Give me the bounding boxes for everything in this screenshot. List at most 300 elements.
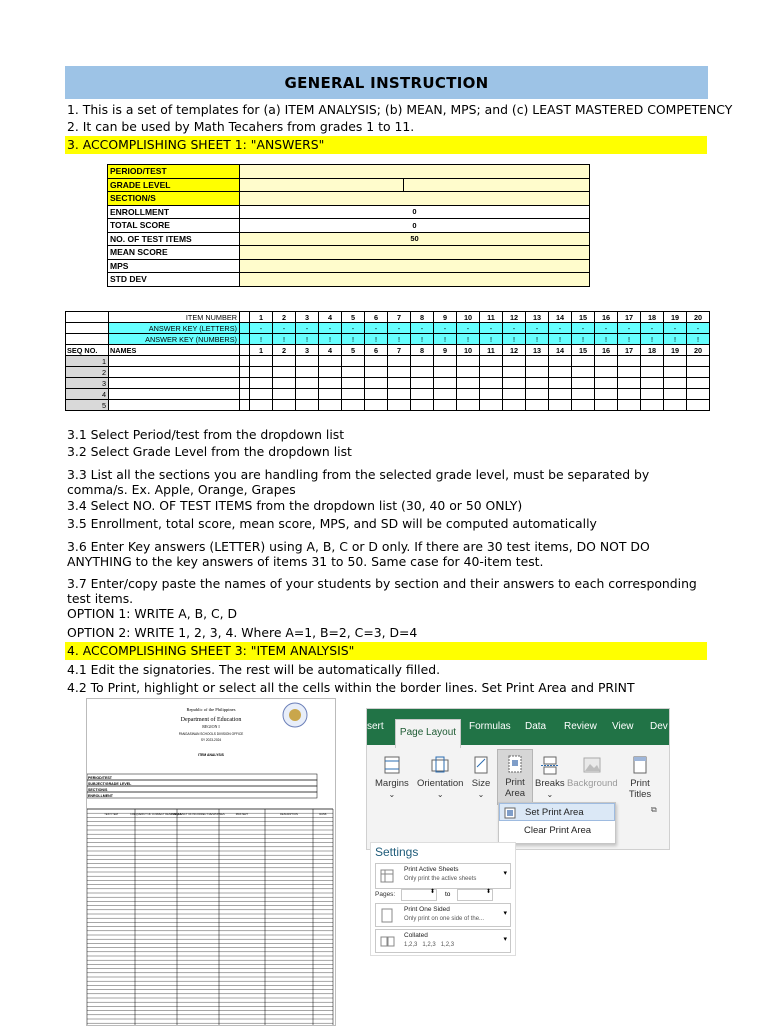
step-3-6: 3.6 Enter Key answers (LETTER) using A, B, C or D only. If there are 30 test items, DO NOT DO ANYTHING to the key answers of items 31 to 50. Same case for 40-item test. [67, 539, 650, 569]
student-answer-cell[interactable] [388, 400, 411, 411]
answer-number-cell: ! [641, 334, 664, 345]
background-label: Background [567, 778, 618, 789]
student-answer-cell[interactable] [434, 378, 457, 389]
student-name-cell[interactable] [109, 367, 240, 378]
student-answer-cell[interactable] [664, 389, 687, 400]
item-number-cell: 18 [641, 312, 664, 323]
answer-number-cell: ! [664, 334, 687, 345]
orientation-label: Orientation [417, 778, 464, 789]
grid-spacer-cell [240, 334, 250, 345]
collated-select[interactable] [375, 929, 511, 953]
student-answer-cell[interactable] [572, 389, 595, 400]
student-answer-cell[interactable] [388, 367, 411, 378]
grid-spacer-cell [240, 400, 250, 411]
std-dev-cell [240, 273, 590, 287]
opt2-sub: Only print on one side of the... [404, 916, 485, 922]
student-answer-cell[interactable] [457, 378, 480, 389]
intro-line-1: 1. This is a set of templates for (a) ITEM ANALYSIS; (b) MEAN, MPS; and (c) LEAST MASTERED COMPETENCY [67, 102, 733, 117]
thumb-col-header: MASTERY [235, 813, 249, 816]
summary-label: PERIOD/TEST [108, 165, 240, 179]
thumb-col-header: FREQUENCY OF INCORRECT RESPONSES [171, 813, 225, 816]
item-number-row [66, 312, 710, 323]
answer-letter-cell[interactable]: - [388, 323, 411, 334]
answer-number-cell: ! [411, 334, 434, 345]
thumb-info-row [87, 774, 317, 780]
summary-label: SECTION/S [108, 192, 240, 206]
grade-level-cell[interactable] [240, 178, 590, 192]
seq-no-cell: 4 [66, 389, 109, 400]
student-answer-cell[interactable] [388, 389, 411, 400]
student-answer-cell[interactable] [434, 356, 457, 367]
answer-key-letters-row [66, 323, 710, 334]
student-answer-cell[interactable] [572, 400, 595, 411]
spinner-icon: ⬍ [429, 889, 435, 895]
student-answer-cell[interactable] [572, 378, 595, 389]
grid-header-row [66, 345, 710, 356]
chevron-down-icon: ⌄ [546, 790, 554, 799]
student-answer-cell[interactable] [365, 356, 388, 367]
step-3-7: 3.7 Enter/copy paste the names of your students by section and their answers to each corresponding test items. [67, 576, 697, 606]
student-answer-cell[interactable] [411, 367, 434, 378]
student-answer-cell[interactable] [388, 356, 411, 367]
answer-letter-cell[interactable]: - [365, 323, 388, 334]
answer-letter-cell[interactable]: - [296, 323, 319, 334]
set-print-area-item[interactable] [499, 803, 615, 821]
answer-number-cell: ! [319, 334, 342, 345]
print-one-sided-select[interactable] [375, 903, 511, 927]
grid-spacer-cell [240, 312, 250, 323]
thumb-info-label: SUBJECT/GRADE LEVEL [88, 782, 132, 786]
item-analysis-sheet-image [87, 699, 335, 1025]
grid-corner-cell [66, 323, 109, 334]
student-name-cell[interactable] [109, 400, 240, 411]
answer-letter-cell[interactable]: - [687, 323, 710, 334]
student-answer-cell[interactable] [365, 378, 388, 389]
item-number-cell: 15 [572, 312, 595, 323]
student-answer-cell[interactable] [503, 389, 526, 400]
step-3-5: 3.5 Enrollment, total score, mean score, MPS, and SD will be computed automatically [67, 516, 597, 531]
option-1: OPTION 1: WRITE A, B, C, D [67, 606, 238, 621]
student-answer-cell[interactable] [250, 356, 273, 367]
student-answer-cell[interactable] [572, 356, 595, 367]
student-answer-cell[interactable] [411, 389, 434, 400]
student-answer-cell[interactable] [687, 367, 710, 378]
student-answer-cell[interactable] [595, 356, 618, 367]
student-answer-cell[interactable] [296, 400, 319, 411]
student-answer-cell[interactable] [342, 367, 365, 378]
tab-view[interactable]: View [612, 721, 634, 732]
student-answer-cell[interactable] [342, 378, 365, 389]
student-answer-cell[interactable] [434, 400, 457, 411]
size-button[interactable] [471, 755, 491, 800]
step-3-2: 3.2 Select Grade Level from the dropdown list [67, 444, 352, 459]
dropdown-arrow-icon: ▾ [503, 870, 507, 877]
student-row [66, 367, 710, 378]
answer-letter-cell[interactable]: - [526, 323, 549, 334]
student-answer-cell[interactable] [273, 389, 296, 400]
student-answer-cell[interactable] [503, 367, 526, 378]
thumb-col-header: FREQUENCY OF CORRECT RESPONSES [130, 813, 182, 816]
answer-number-cell: ! [503, 334, 526, 345]
student-answer-cell[interactable] [273, 378, 296, 389]
student-answer-cell[interactable] [618, 389, 641, 400]
page-title-text: GENERAL INSTRUCTION [284, 73, 489, 92]
one-sided-icon [379, 908, 395, 924]
enrollment-cell: 0 [240, 205, 590, 219]
breaks-icon [540, 755, 560, 775]
student-answer-cell[interactable] [595, 367, 618, 378]
print-active-sheets-select[interactable] [375, 863, 511, 889]
student-answer-cell[interactable] [641, 400, 664, 411]
student-answer-cell[interactable] [618, 356, 641, 367]
total-score-cell: 0 [240, 219, 590, 233]
student-answer-cell[interactable] [664, 400, 687, 411]
answer-letter-cell[interactable]: - [434, 323, 457, 334]
item-number-cell: 19 [664, 312, 687, 323]
student-answer-cell[interactable] [250, 367, 273, 378]
answer-letter-cell[interactable]: - [480, 323, 503, 334]
spinner-icon: ⬍ [485, 889, 491, 895]
item-header-cell: 12 [503, 345, 526, 356]
student-answer-cell[interactable] [641, 356, 664, 367]
student-answer-cell[interactable] [526, 389, 549, 400]
student-answer-cell[interactable] [595, 400, 618, 411]
breaks-button[interactable] [535, 755, 565, 800]
student-answer-cell[interactable] [595, 378, 618, 389]
summary-label: NO. OF TEST ITEMS [108, 232, 240, 246]
student-answer-cell[interactable] [319, 367, 342, 378]
student-answer-cell[interactable] [595, 389, 618, 400]
student-answer-cell[interactable] [273, 400, 296, 411]
student-name-cell[interactable] [109, 389, 240, 400]
tab-formulas[interactable]: Formulas [469, 721, 511, 732]
summary-label: STD DEV [108, 273, 240, 287]
student-answer-cell[interactable] [365, 389, 388, 400]
student-answer-cell[interactable] [411, 400, 434, 411]
student-answer-cell[interactable] [319, 356, 342, 367]
grid-spacer-cell [240, 356, 250, 367]
item-number-cell: 12 [503, 312, 526, 323]
item-header-cell: 18 [641, 345, 664, 356]
student-answer-cell[interactable] [687, 356, 710, 367]
student-row [66, 356, 710, 367]
answer-number-cell: ! [595, 334, 618, 345]
thumb-sy: SY 2023-2024 [200, 738, 222, 742]
answer-letter-cell[interactable]: - [273, 323, 296, 334]
student-answer-cell[interactable] [618, 378, 641, 389]
student-answer-cell[interactable] [618, 367, 641, 378]
thumb-info-label: SECTION/S [88, 788, 108, 792]
sheets-icon [379, 868, 395, 884]
student-answer-cell[interactable] [549, 400, 572, 411]
student-answer-cell[interactable] [664, 356, 687, 367]
student-answer-cell[interactable] [319, 389, 342, 400]
pages-from-input[interactable] [401, 889, 437, 901]
mps-cell [240, 259, 590, 273]
grid-spacer-cell [240, 367, 250, 378]
student-answer-cell[interactable] [273, 367, 296, 378]
page-title [65, 66, 708, 99]
answer-letter-cell[interactable]: - [641, 323, 664, 334]
student-answer-cell[interactable] [434, 389, 457, 400]
student-answer-cell[interactable] [457, 356, 480, 367]
item-analysis-thumbnail [86, 698, 336, 1026]
tab-insert[interactable]: sert [367, 721, 384, 732]
seq-no-cell: 1 [66, 356, 109, 367]
summary-label: MEAN SCORE [108, 246, 240, 260]
item-number-cell: 1 [250, 312, 273, 323]
answer-letter-cell[interactable]: - [250, 323, 273, 334]
student-answer-cell[interactable] [526, 378, 549, 389]
item-header-cell: 8 [411, 345, 434, 356]
tab-review[interactable]: Review [564, 721, 597, 732]
item-header-cell: 14 [549, 345, 572, 356]
margins-button[interactable] [375, 755, 409, 800]
answer-number-cell: ! [250, 334, 273, 345]
thumb-republic: Republic of the Philippines [186, 707, 236, 712]
print-settings-panel [370, 842, 516, 956]
answer-letter-cell[interactable]: - [503, 323, 526, 334]
student-answer-cell[interactable] [503, 400, 526, 411]
item-number-cell: 6 [365, 312, 388, 323]
summary-label: TOTAL SCORE [108, 219, 240, 233]
answer-letter-cell[interactable]: - [595, 323, 618, 334]
answer-number-cell: ! [572, 334, 595, 345]
student-answer-cell[interactable] [480, 356, 503, 367]
grid-corner-cell [66, 312, 109, 323]
grid-spacer-cell [240, 378, 250, 389]
set-print-area-label: Set Print Area [525, 807, 584, 818]
item-header-cell: 1 [250, 345, 273, 356]
background-icon [582, 755, 602, 775]
item-header-cell: 7 [388, 345, 411, 356]
print-area-icon [505, 754, 525, 774]
student-name-cell[interactable] [109, 356, 240, 367]
background-button[interactable] [567, 755, 618, 789]
thumb-doc-title: ITEM ANALYSIS [198, 753, 224, 757]
print-area-menu [498, 802, 616, 844]
orientation-button[interactable] [417, 755, 463, 800]
dropdown-arrow-icon: ▾ [503, 936, 507, 943]
student-answer-cell[interactable] [296, 356, 319, 367]
student-answer-cell[interactable] [480, 389, 503, 400]
student-answer-cell[interactable] [549, 378, 572, 389]
thumb-col-header: RANK [319, 813, 327, 816]
test-items-cell[interactable]: 50 [240, 232, 590, 246]
student-answer-cell[interactable] [480, 378, 503, 389]
item-header-cell: 16 [595, 345, 618, 356]
student-answer-cell[interactable] [457, 367, 480, 378]
student-answer-cell[interactable] [319, 378, 342, 389]
item-number-cell: 14 [549, 312, 572, 323]
intro-line-2: 2. It can be used by Math Tecahers from grades 1 to 11. [67, 119, 415, 134]
student-answer-cell[interactable] [687, 400, 710, 411]
tab-page-layout[interactable]: Page Layout [395, 719, 461, 748]
item-header-cell: 20 [687, 345, 710, 356]
names-header: NAMES [109, 345, 240, 356]
student-answer-cell[interactable] [411, 378, 434, 389]
summary-label: MPS [108, 259, 240, 273]
student-row [66, 389, 710, 400]
answer-number-cell: ! [480, 334, 503, 345]
print-area-button[interactable] [497, 749, 533, 805]
item-header-cell: 4 [319, 345, 342, 356]
print-titles-button[interactable] [625, 755, 655, 800]
student-answer-cell[interactable] [526, 400, 549, 411]
student-answer-cell[interactable] [641, 389, 664, 400]
answer-letter-cell[interactable]: - [549, 323, 572, 334]
student-answer-cell[interactable] [549, 356, 572, 367]
student-answer-cell[interactable] [503, 378, 526, 389]
item-number-cell: 7 [388, 312, 411, 323]
margins-icon [382, 755, 402, 775]
item-number-label: ITEM NUMBER [109, 312, 240, 323]
grid-corner-cell [66, 334, 109, 345]
student-answer-cell[interactable] [457, 400, 480, 411]
student-answer-cell[interactable] [296, 378, 319, 389]
item-header-cell: 9 [434, 345, 457, 356]
student-answer-cell[interactable] [273, 356, 296, 367]
item-number-cell: 20 [687, 312, 710, 323]
student-answer-cell[interactable] [388, 378, 411, 389]
answer-number-cell: ! [618, 334, 641, 345]
answer-number-cell: ! [457, 334, 480, 345]
student-answer-cell[interactable] [641, 378, 664, 389]
chevron-down-icon: ⌄ [436, 790, 444, 799]
item-header-cell: 2 [273, 345, 296, 356]
student-answer-cell[interactable] [434, 367, 457, 378]
student-answer-cell[interactable] [549, 367, 572, 378]
set-print-area-icon [504, 807, 516, 819]
answer-number-cell: ! [388, 334, 411, 345]
thumb-division: PANGASINAN SCHOOLS DIVISION OFFICE [178, 732, 244, 736]
collated-icon [379, 934, 395, 950]
answer-letter-cell[interactable]: - [411, 323, 434, 334]
student-answer-cell[interactable] [526, 356, 549, 367]
item-number-cell: 16 [595, 312, 618, 323]
step-3-4: 3.4 Select NO. OF TEST ITEMS from the dropdown list (30, 40 or 50 ONLY) [67, 498, 523, 513]
clear-print-area-item[interactable]: Clear Print Area [524, 825, 592, 836]
student-answer-cell[interactable] [319, 400, 342, 411]
item-number-cell: 10 [457, 312, 480, 323]
student-answer-cell[interactable] [549, 389, 572, 400]
thumb-dept: Department of Education [180, 717, 242, 723]
dropdown-arrow-icon: ▾ [503, 910, 507, 917]
student-answer-cell[interactable] [526, 367, 549, 378]
thumb-info-row [87, 792, 317, 798]
student-answer-cell[interactable] [572, 367, 595, 378]
student-answer-cell[interactable] [687, 389, 710, 400]
print-area-label: Print Area [504, 777, 526, 799]
opt3-main: Collated [404, 932, 428, 939]
answer-letter-cell[interactable]: - [572, 323, 595, 334]
tab-developer[interactable]: Dev [650, 721, 668, 732]
pages-to-input[interactable] [457, 889, 493, 901]
item-number-cell: 13 [526, 312, 549, 323]
answer-letter-cell[interactable]: - [319, 323, 342, 334]
student-answer-cell[interactable] [480, 400, 503, 411]
student-answer-cell[interactable] [618, 400, 641, 411]
grid-spacer-cell [240, 323, 250, 334]
student-answer-cell[interactable] [687, 378, 710, 389]
size-label: Size [471, 778, 491, 789]
step-4-2: 4.2 To Print, highlight or select all the cells within the border lines. Set Print Area and PRINT [67, 680, 635, 695]
item-header-cell: 13 [526, 345, 549, 356]
mean-score-cell [240, 246, 590, 260]
seal-center [289, 709, 301, 721]
summary-table [107, 164, 590, 287]
step-3-3: 3.3 List all the sections you are handling from the selected grade level, must be separated by comma/s. Ex. Apple, Orange, Grapes [67, 467, 650, 497]
student-answer-cell[interactable] [641, 367, 664, 378]
student-answer-cell[interactable] [365, 400, 388, 411]
period-test-cell[interactable] [240, 165, 590, 179]
student-row [66, 378, 710, 389]
chevron-down-icon: ⌄ [388, 790, 396, 799]
student-answer-cell[interactable] [250, 400, 273, 411]
student-answer-cell[interactable] [411, 356, 434, 367]
student-answer-cell[interactable] [296, 367, 319, 378]
thumb-col-header: DESCRIPTION [280, 813, 298, 816]
answer-number-cell: ! [549, 334, 572, 345]
student-answer-cell[interactable] [457, 389, 480, 400]
student-answer-cell[interactable] [480, 367, 503, 378]
student-name-cell[interactable] [109, 378, 240, 389]
size-icon [471, 755, 491, 775]
item-number-cell: 5 [342, 312, 365, 323]
print-titles-icon [630, 755, 650, 775]
student-answer-cell[interactable] [365, 367, 388, 378]
thumb-col-header: TEST ITEM [104, 813, 118, 816]
sections-cell[interactable] [240, 192, 590, 206]
student-answer-cell[interactable] [250, 389, 273, 400]
student-answer-cell[interactable] [664, 378, 687, 389]
grade-level-value[interactable] [240, 179, 404, 192]
grid-spacer-cell [240, 389, 250, 400]
student-answer-cell[interactable] [664, 367, 687, 378]
step-4-1: 4.1 Edit the signatories. The rest will be automatically filled. [67, 662, 441, 677]
pages-label: Pages: [375, 891, 396, 898]
item-header-cell: 5 [342, 345, 365, 356]
answer-letter-cell[interactable]: - [342, 323, 365, 334]
student-answer-cell[interactable] [342, 389, 365, 400]
grid-spacer-cell [240, 345, 250, 356]
dialog-launcher-icon[interactable]: ⧉ [651, 805, 657, 814]
student-answer-cell[interactable] [342, 356, 365, 367]
item-header-cell: 10 [457, 345, 480, 356]
answers-grid [65, 311, 710, 411]
seq-no-header: SEQ NO. [66, 345, 109, 356]
print-titles-label: Print Titles [628, 778, 652, 800]
item-header-cell: 19 [664, 345, 687, 356]
answer-number-cell: ! [687, 334, 710, 345]
student-answer-cell[interactable] [342, 400, 365, 411]
answer-letter-cell[interactable]: - [457, 323, 480, 334]
item-number-cell: 8 [411, 312, 434, 323]
student-answer-cell[interactable] [503, 356, 526, 367]
tab-data[interactable]: Data [525, 721, 547, 732]
settings-title: Settings [375, 845, 419, 859]
seq-no-cell: 2 [66, 367, 109, 378]
item-number-cell: 4 [319, 312, 342, 323]
answer-number-cell: ! [296, 334, 319, 345]
student-answer-cell[interactable] [250, 378, 273, 389]
answer-letter-cell[interactable]: - [664, 323, 687, 334]
pages-to-label: to [445, 891, 451, 898]
answer-letter-cell[interactable]: - [618, 323, 641, 334]
student-answer-cell[interactable] [296, 389, 319, 400]
opt3-sub: 1,2,3 1,2,3 1,2,3 [404, 942, 455, 948]
section3-heading: 3. ACCOMPLISHING SHEET 1: "ANSWERS" [65, 136, 707, 154]
